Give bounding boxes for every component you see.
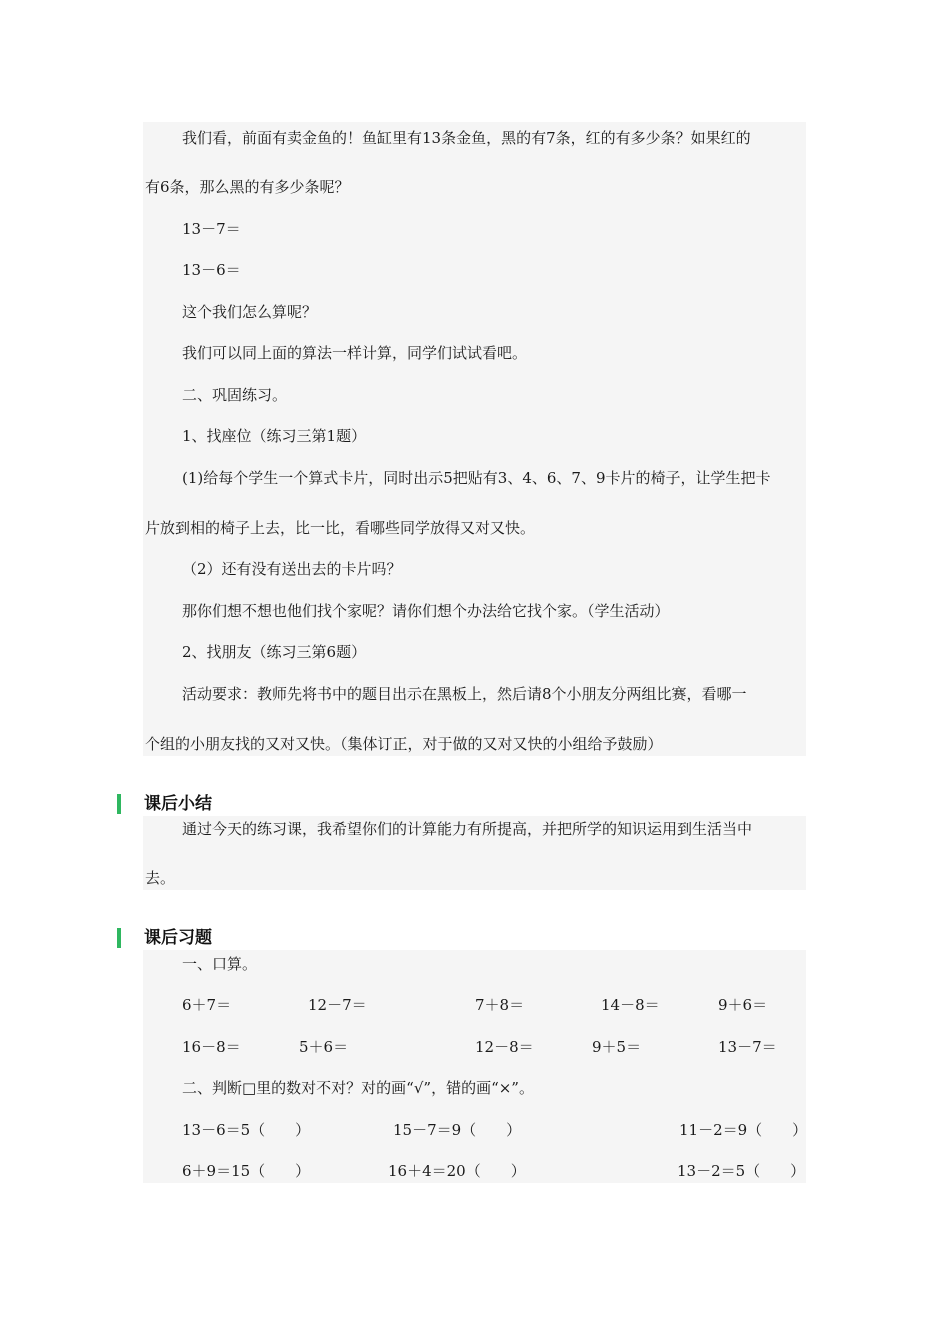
summary-paragraph-2: 去。 bbox=[145, 869, 176, 887]
summary-content-block bbox=[143, 816, 806, 890]
lesson-item-1a: (1)给每个学生一个算式卡片，同时出示5把贴有3、4、6、7、9卡片的椅子，让学生把卡 bbox=[182, 469, 771, 487]
summary-paragraph-1: 通过今天的练习课，我希望你们的计算能力有所提高，并把所学的知识运用到生活当中 bbox=[182, 820, 753, 838]
oral-calc-item: 5＋6＝ bbox=[299, 1038, 349, 1056]
lesson-item-4b: 个组的小朋友找的又对又快。（集体订正，对于做的又对又快的小组给予鼓励） bbox=[145, 735, 663, 753]
lesson-item-4-title: 2、找朋友（练习三第6题） bbox=[182, 643, 367, 661]
section-accent-bar bbox=[117, 794, 121, 814]
oral-calc-item: 13－7＝ bbox=[718, 1038, 777, 1056]
lesson-item-4a: 活动要求：教师先将书中的题目出示在黑板上，然后请8个小朋友分两组比赛，看哪一 bbox=[182, 685, 747, 703]
judgement-item: 15－7＝9（ ） bbox=[393, 1121, 522, 1139]
oral-calc-item: 9＋5＝ bbox=[592, 1038, 642, 1056]
lesson-item-1-title: 1、找座位（练习三第1题） bbox=[182, 427, 367, 445]
judgement-item: 11－2＝9（ ） bbox=[679, 1121, 808, 1139]
lesson-content-block bbox=[143, 122, 806, 756]
exercise-part-1-title: 一、口算。 bbox=[182, 955, 258, 973]
lesson-question-2: 我们可以同上面的算法一样计算，同学们试试看吧。 bbox=[182, 344, 528, 362]
summary-heading-text: 课后小结 bbox=[144, 794, 212, 814]
oral-calc-item: 7＋8＝ bbox=[475, 996, 525, 1014]
lesson-paragraph-goldfish-2: 有6条，那么黑的有多少条呢？ bbox=[145, 178, 350, 196]
lesson-item-3: 那你们想不想也他们找个家呢？请你们想个办法给它找个家。（学生活动） bbox=[182, 602, 670, 620]
oral-calc-item: 6＋7＝ bbox=[182, 996, 232, 1014]
judgement-item: 13－2＝5（ ） bbox=[677, 1162, 806, 1180]
judgement-item: 13－6＝5（ ） bbox=[182, 1121, 311, 1139]
oral-calc-item: 14－8＝ bbox=[601, 996, 660, 1014]
lesson-equation-2: 13－6＝ bbox=[182, 261, 241, 279]
judgement-item: 16＋4＝20（ ） bbox=[388, 1162, 526, 1180]
lesson-paragraph-goldfish-1: 我们看，前面有卖金鱼的！鱼缸里有13条金鱼，黑的有7条，红的有多少条？如果红的 bbox=[182, 129, 751, 147]
lesson-equation-1: 13－7＝ bbox=[182, 220, 241, 238]
lesson-item-1b: 片放到相的椅子上去，比一比，看哪些同学放得又对又快。 bbox=[145, 519, 536, 537]
oral-calc-item: 12－7＝ bbox=[308, 996, 367, 1014]
section-accent-bar bbox=[117, 928, 121, 948]
oral-calc-item: 12－8＝ bbox=[475, 1038, 534, 1056]
exercise-heading-text: 课后习题 bbox=[144, 928, 212, 948]
judgement-item: 6＋9＝15（ ） bbox=[182, 1162, 311, 1180]
lesson-part-2-title: 二、巩固练习。 bbox=[182, 386, 288, 404]
exercise-part-2-title: 二、判断□里的数对不对？对的画“√”，错的画“×”。 bbox=[182, 1079, 534, 1097]
lesson-question-1: 这个我们怎么算呢？ bbox=[182, 303, 318, 321]
lesson-item-2: （2）还有没有送出去的卡片吗？ bbox=[182, 560, 402, 578]
oral-calc-item: 16－8＝ bbox=[182, 1038, 241, 1056]
oral-calc-item: 9＋6＝ bbox=[718, 996, 768, 1014]
exercise-content-block bbox=[143, 950, 806, 1183]
